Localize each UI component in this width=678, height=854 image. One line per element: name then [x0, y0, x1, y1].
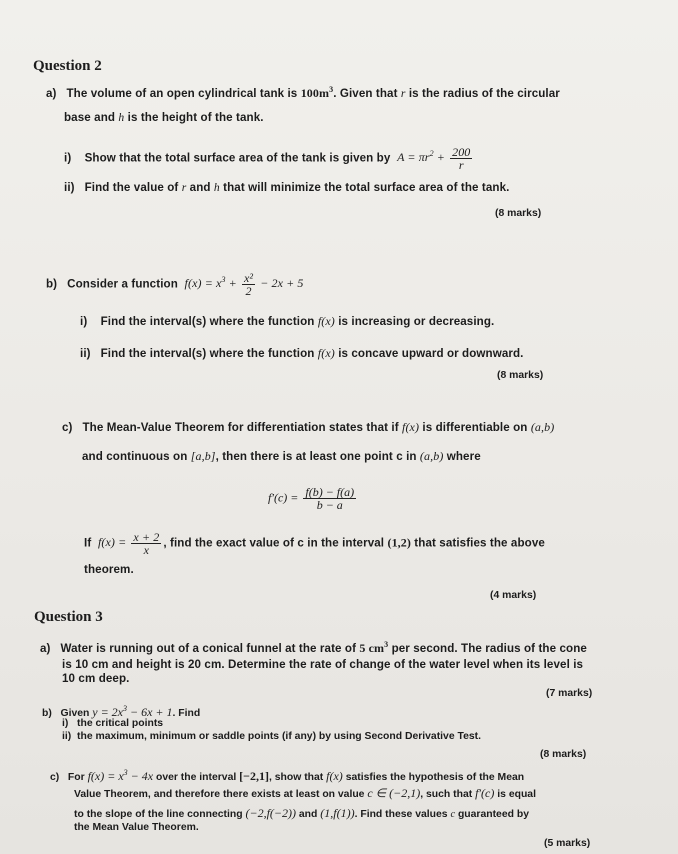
q2a-line1 — [46, 85, 560, 101]
q2b-part-i: i) Find the interval(s) where the function f(x) is increasing or decreasing. — [80, 314, 495, 328]
q2a-intro-post: is the radius of the circular — [408, 87, 560, 100]
q2a-intro-pre: The volume of an open cylindrical tank is — [66, 87, 298, 100]
q3a-marks: (7 marks) — [546, 688, 593, 699]
q2b-line1: b) Consider a function $f(x) = x^3$ + $\frac{\text{x²}}{2}$ − 2x + 5 — [46, 271, 304, 298]
q2b-marks: (8 marks) — [497, 370, 544, 381]
q3c-line3: to the slope of the line connecting (−2,f(−2)) and (1,f(1)). Find these values c guaranteed by — [74, 806, 529, 820]
q3b-part-ii: ii) the maximum, minimum or saddle points (if any) by using Second Derivative Test. — [62, 731, 481, 742]
q3c-line2: Value Theorem, and therefore there exists at least on value c ∈ (−2,1), such that f′(c) is equal — [74, 786, 536, 800]
q2c-marks: (4 marks) — [490, 590, 537, 601]
q2a-part-i: i) Show that the total surface area of the tank is given by $A = \pi r^2$ + $\frac{200}{r}$ — [64, 146, 474, 171]
q2a-part-ii: ii) Find the value of r and h that will minimize the total surface area of the tank. — [64, 181, 510, 194]
q2c-line1: c) The Mean-Value Theorem for differentiation states that if f(x) is differentiable on (a,b) — [62, 420, 555, 434]
q3a-line1: a) Water is running out of a conical funnel at the rate of 5 $cm^3$ per second. The radius of the cone — [40, 640, 587, 655]
q3b-marks: (8 marks) — [540, 749, 587, 760]
q3a-line3: 10 cm deep. — [62, 672, 130, 685]
q2a-intro-mid: . Given that — [333, 87, 398, 100]
question-3-title: Question 3 — [34, 609, 103, 625]
q3b-line1: b) Given $y = 2x^3 - 6x + 1$. Find — [42, 704, 201, 719]
q2a-line2: base and h is the height of the tank. — [64, 111, 264, 124]
mvt-formula: f′(c) = $\frac{f(b) - f(a)}{b - a}$ — [268, 485, 355, 512]
q2c-if-line: If f(x) = $\frac{x + 2}{x}$ , find the exact value of c in the interval (1,2) that satisfies the above — [84, 530, 545, 557]
q2c-theorem: theorem. — [84, 563, 134, 576]
q3c-line4: the Mean Value Theorem. — [74, 822, 199, 833]
q2a-surface-formula: $A = \pi r^2$ + $\frac{200}{r}$ — [397, 145, 471, 172]
q3a-line2: is 10 cm and height is 20 cm. Determine the rate of change of the water level when its level is — [62, 658, 584, 671]
q3b-part-i: i) the critical points — [62, 718, 164, 729]
q2a-volume: $100m^3$ — [300, 85, 334, 100]
q2b-function: $f(x) = x^3$ + $\frac{\text{x²}}{2}$ − 2x + 5 — [184, 271, 304, 298]
q2a-label: a) — [46, 87, 57, 100]
question-2-title: Question 2 — [33, 58, 102, 74]
q2b-part-ii: ii) Find the interval(s) where the function f(x) is concave upward or downward. — [80, 346, 524, 360]
q2c-line2: and continuous on [a,b], then there is at least one point c in (a,b) where — [82, 449, 481, 463]
q3c-marks: (5 marks) — [544, 838, 591, 849]
q2a-marks: (8 marks) — [495, 208, 542, 219]
q3c-line1: c) For $f(x) = x^3 - 4x$ over the interval [−2,1], show that f(x) satisfies the hypothesis of the Mean — [50, 768, 525, 783]
q2a-r-var: r — [400, 87, 406, 100]
